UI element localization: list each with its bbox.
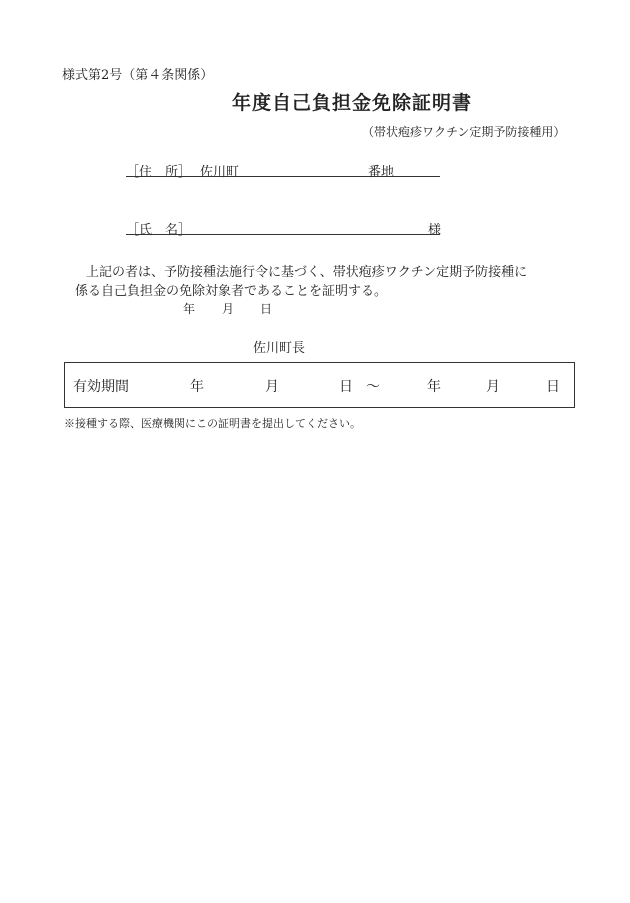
issue-date-year: 年 (183, 302, 196, 316)
address-label: ［住 所］ (126, 165, 192, 180)
address-underline (126, 176, 440, 177)
name-label: ［氏 名］ (126, 223, 192, 238)
validity-label: 有効期間 (73, 379, 129, 395)
issuer-title: 佐川町長 (253, 341, 306, 356)
validity-from-day: 日 (339, 379, 353, 395)
certification-text-line1: 上記の者は、予防接種法施行令に基づく、帯状疱疹ワクチン定期予防接種に (86, 265, 528, 280)
address-banchi: 番地 (368, 165, 395, 180)
validity-to-day: 日 (546, 379, 560, 395)
submission-note: ※接種する際、医療機関にこの証明書を提出してください。 (64, 417, 361, 430)
form-number: 様式第2号（第４条関係） (62, 68, 214, 83)
certification-text-line2: 係る自己負担金の免除対象者であることを証明する。 (75, 284, 388, 299)
document-title: 年度自己負担金免除証明書 (232, 92, 473, 114)
validity-to-year: 年 (427, 379, 441, 395)
name-honorific: 様 (428, 223, 442, 238)
issue-date-day: 日 (260, 302, 273, 316)
document-subtitle: （帯状疱疹ワクチン定期予防接種用） (362, 125, 566, 139)
validity-to-month: 月 (486, 379, 500, 395)
validity-from-year: 年 (190, 379, 204, 395)
issue-date-month: 月 (222, 302, 235, 316)
address-town: 佐川町 (200, 165, 240, 180)
validity-from-month: 月 (265, 379, 279, 395)
validity-separator: 〜 (366, 379, 380, 395)
name-underline (126, 234, 440, 235)
